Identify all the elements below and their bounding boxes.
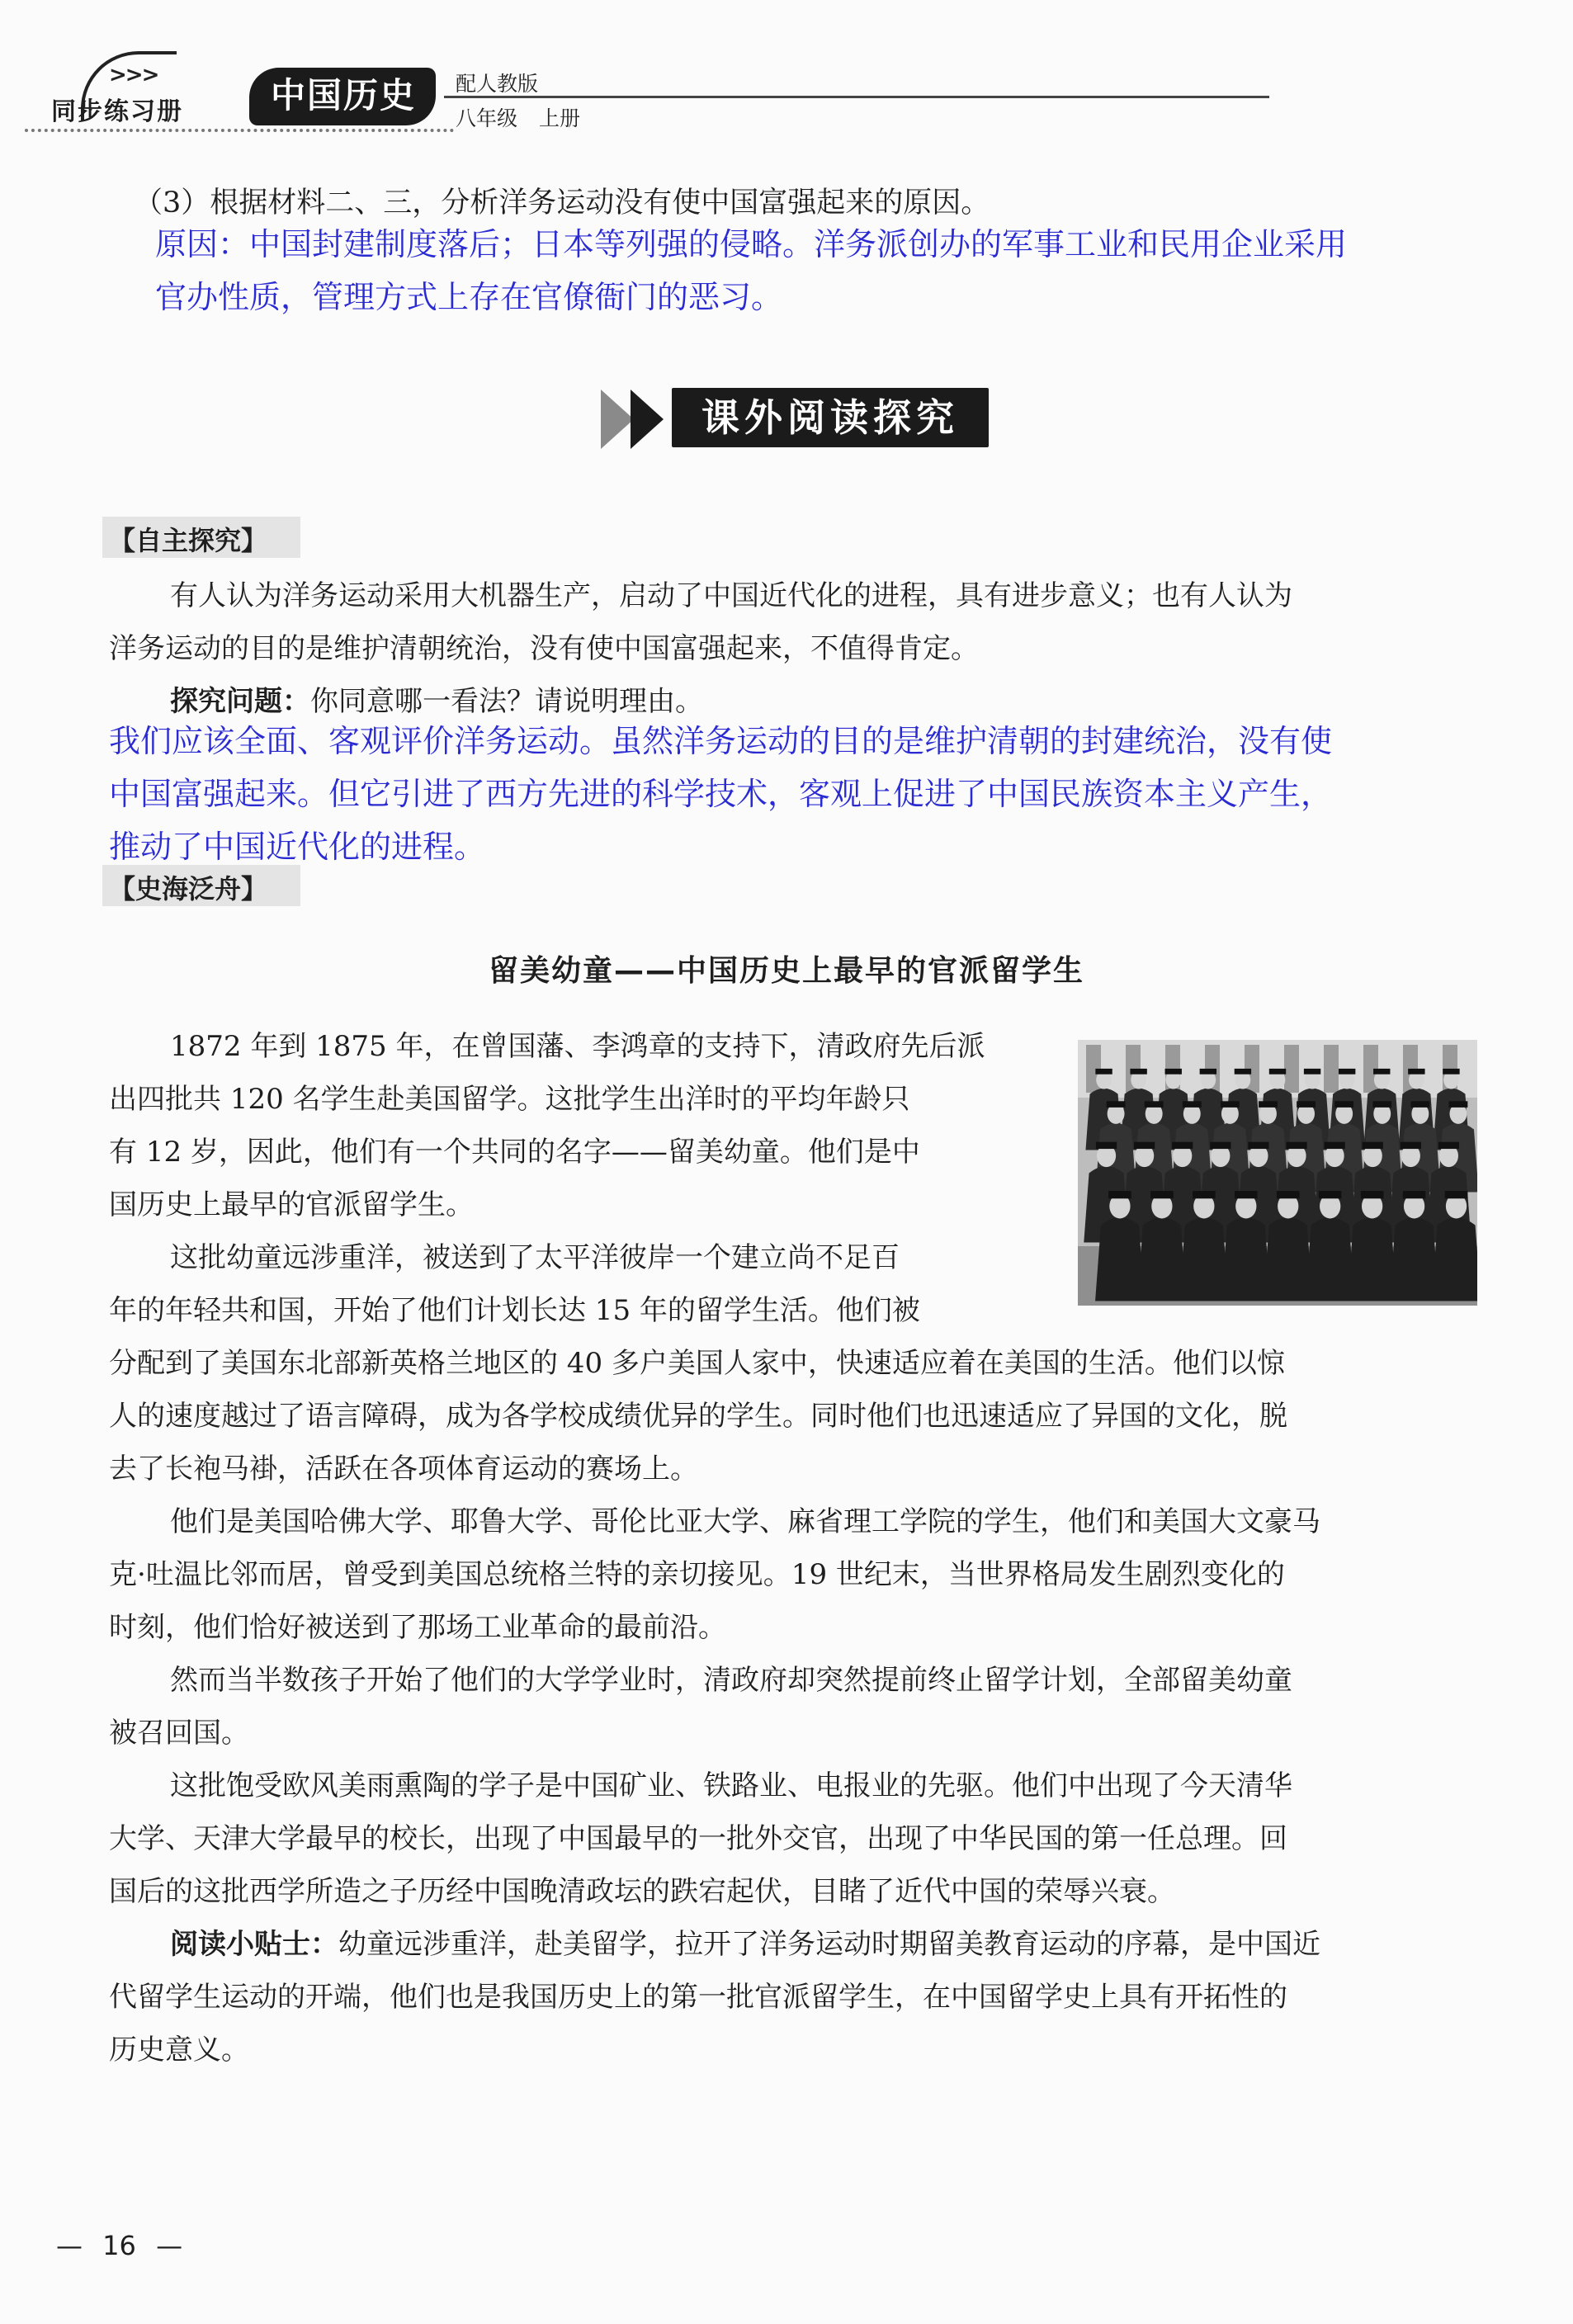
paragraph-line: 国后的这批西学所造之子历经中国晚清政坛的跌宕起伏，目睹了近代中国的荣辱兴衰。 [109,1875,1175,1908]
paragraph-line: 出四批共 120 名学生赴美国留学。这批学生出洋时的平均年龄只 [109,1083,910,1116]
history-paragraph-4 [109,1654,1495,1760]
paragraph-line: 这批幼童远涉重洋，被送到了太平洋彼岸一个建立尚不足百 [170,1241,900,1274]
header-dotted-rule [25,129,454,132]
history-paragraph-1 [109,1020,1075,1231]
paragraph-line: 幼童远涉重洋，赴美留学，拉开了洋务运动时期留美教育运动的序幕，是中国近 [338,1928,1320,1961]
paragraph-line: 代留学生运动的开端，他们也是我国历史上的第一批官派留学生，在中国留学史上具有开拓性的 [109,1981,1287,2014]
tip-label: 阅读小贴士： [170,1928,338,1961]
answer-line: 官办性质，管理方式上存在官僚衙门的恶习。 [155,279,783,315]
history-label: 【史海泛舟】 [109,873,268,905]
banner-arrow-icon [631,390,664,449]
paragraph-line: 被召回国。 [109,1717,249,1750]
paragraph-line: 这批饱受欧风美雨熏陶的学子是中国矿业、铁路业、电报业的先驱。他们中出现了今天清华 [170,1769,1292,1802]
history-paragraph-3 [109,1495,1495,1654]
question-3: （3）根据材料二、三，分析洋务运动没有使中国富强起来的原因。 [134,187,990,220]
edition-label: 配人教版 [456,72,539,96]
answer-line: 原因：中国封建制度落后；日本等列强的侵略。洋务派创办的军事工业和民用企业采用 [155,226,1348,262]
paragraph-line: 有 12 岁，因此，他们有一个共同的名字——留美幼童。他们是中 [109,1136,920,1169]
article-title: 留美幼童——中国历史上最早的官派留学生 [488,954,1084,988]
inquiry-paragraph [109,569,1495,675]
answer-line: 中国富强起来。但它引进了西方先进的科学技术，客观上促进了中国民族资本主义产生， [109,776,1333,812]
question-3-answer [155,218,1492,324]
history-paragraph-2 [109,1231,1495,1495]
paragraph-line: 时刻，他们恰好被送到了那场工业革命的最前沿。 [109,1611,726,1644]
paragraph-line: 年的年轻共和国，开始了他们计划长达 15 年的留学生活。他们被 [109,1294,920,1327]
reading-tip [109,1918,1495,2076]
series-title: 同步练习册 [51,97,183,126]
grade-label: 八年级 上册 [456,106,580,130]
paragraph-line: 克·吐温比邻而居，曾受到美国总统格兰特的亲切接见。19 世纪末，当世界格局发生剧烈变化的 [109,1558,1285,1591]
paragraph-line: 历史意义。 [109,2034,249,2067]
question-text: 你同意哪一看法？请说明理由。 [310,685,703,718]
section-banner [601,388,989,451]
paragraph-line: 大学、天津大学最早的校长，出现了中国最早的一批外交官，出现了中华民国的第一任总理。回 [109,1822,1287,1855]
paragraph-line: 然而当半数孩子开始了他们的大学学业时，清政府却突然提前终止留学计划，全部留美幼童 [170,1664,1292,1697]
paragraph-line: 有人认为洋务运动采用大机器生产，启动了中国近代化的进程，具有进步意义；也有人认为 [170,579,1292,612]
inquiry-label: 【自主探究】 [109,525,268,556]
question-label: 探究问题： [170,685,310,718]
paragraph-line: 人的速度越过了语言障碍，成为各学校成绩优异的学生。同时他们也迅速适应了异国的文化，脱 [109,1400,1287,1433]
header-rule [444,96,1269,98]
paragraph-line: 分配到了美国东北部新英格兰地区的 40 多户美国人家中，快速适应着在美国的生活。他们以惊 [109,1347,1285,1380]
inquiry-answer [109,715,1504,873]
banner-arrow-icon [601,390,634,449]
paragraph-line: 洋务运动的目的是维护清朝统治，没有使中国富强起来，不值得肯定。 [109,632,979,665]
page-number: — 16 — [56,2230,183,2261]
answer-line: 我们应该全面、客观评价洋务运动。虽然洋务运动的目的是维护清朝的封建统治，没有使 [109,723,1333,759]
paragraph-line: 1872 年到 1875 年，在曾国藩、李鸿章的支持下，清政府先后派 [170,1030,985,1063]
header-chevrons: >>> [109,63,158,87]
history-paragraph-5 [109,1760,1495,1918]
paragraph-line: 他们是美国哈佛大学、耶鲁大学、哥伦比亚大学、麻省理工学院的学生，他们和美国大文豪马 [170,1505,1320,1538]
answer-line: 推动了中国近代化的进程。 [109,829,486,865]
paragraph-line: 去了长袍马褂，活跃在各项体育运动的赛场上。 [109,1452,698,1486]
subject-title: 中国历史 [270,75,416,116]
paragraph-line: 国历史上最早的官派留学生。 [109,1188,474,1221]
banner-title: 课外阅读探究 [701,395,959,440]
page-header [0,0,1573,144]
